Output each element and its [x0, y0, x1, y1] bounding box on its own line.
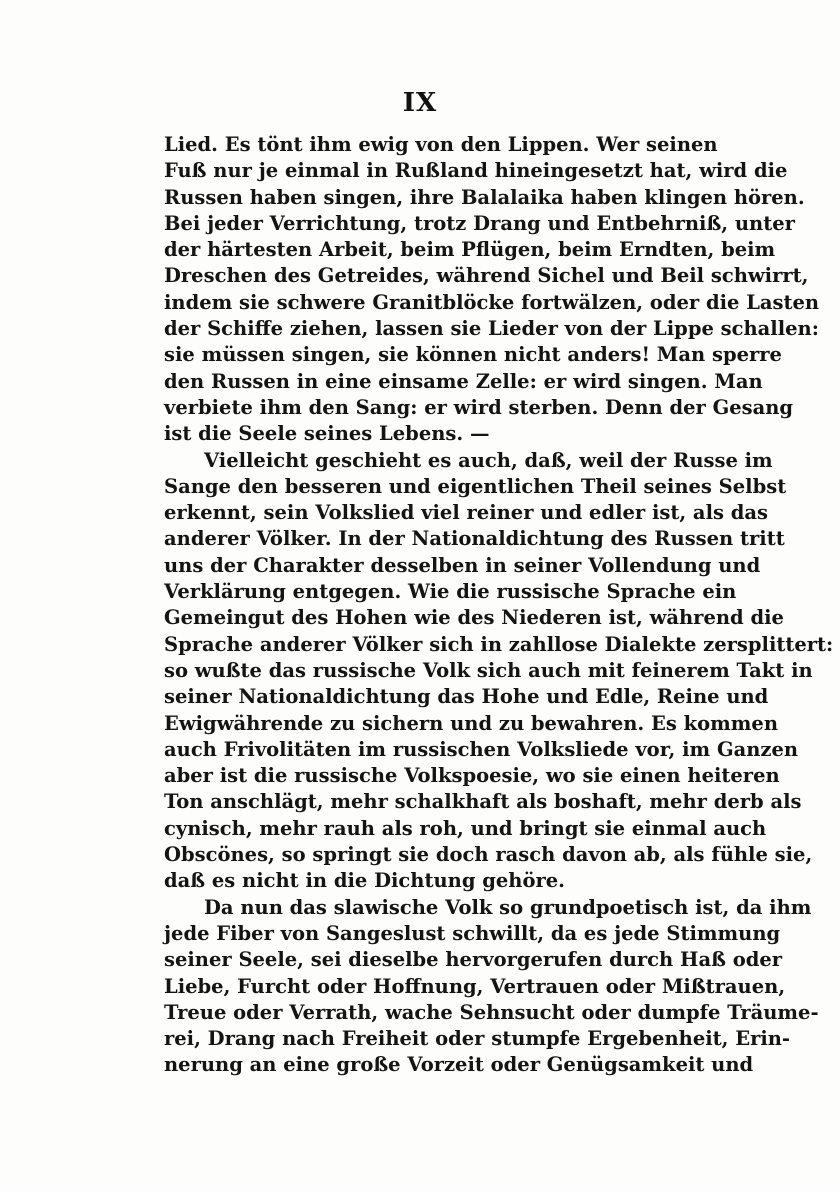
text-line: Sprache anderer Völker sich in zahllose Dialekte zersplittert: [164, 632, 834, 656]
text-line: daß es nicht in die Dichtung gehöre. [164, 869, 565, 893]
text-line: den Russen in eine einsame Zelle: er wird singen. Man [164, 369, 763, 393]
text-line: jede Fiber von Sangeslust schwillt, da es jede Stimmung [164, 921, 781, 945]
text-line: der Schiffe ziehen, lassen sie Lieder von der Lippe schallen: [164, 317, 819, 341]
text-line: Sange den besseren und eigentlichen Theil seines Selbst [164, 474, 787, 498]
text-line: Gemeingut des Hohen wie des Niederen ist, während die [164, 606, 784, 630]
text-line: Da nun das slawische Volk so grundpoetisch ist, da ihm [204, 895, 812, 919]
paragraph [164, 448, 834, 895]
text-line: Ton anschlägt, mehr schalkhaft als boshaft, mehr derb als [164, 790, 802, 814]
text-line: Vielleicht geschieht es auch, daß, weil der Russe im [204, 448, 773, 472]
text-line: Obscönes, so springt sie doch rasch davon ab, als fühle sie, [164, 843, 813, 867]
text-line: Fuß nur je einmal in Rußland hineingesetzt hat, wird die [164, 159, 788, 183]
paragraph [164, 132, 820, 448]
text-line: Verklärung entgegen. Wie die russische Sprache ein [164, 580, 737, 604]
text-line: Bei jeder Verrichtung, trotz Drang und Entbehrniß, unter [164, 211, 795, 235]
text-line: aber ist die russische Volkspoesie, wo sie einen heiteren [164, 764, 780, 788]
text-line: verbiete ihm den Sang: er wird sterben. Denn der Gesang [164, 395, 794, 419]
text-line: nerung an eine große Vorzeit oder Genügsamkeit und [164, 1053, 754, 1077]
text-line: anderer Völker. In der Nationaldichtung des Russen tritt [164, 527, 785, 551]
text-line: erkennt, sein Volkslied viel reiner und edler ist, als das [164, 501, 768, 525]
text-line: Liebe, Furcht oder Hoffnung, Vertrauen oder Mißtrauen, [164, 974, 786, 998]
text-line: sie müssen singen, sie können nicht anders! Man sperre [164, 343, 782, 367]
text-line: cynisch, mehr rauh als roh, und bringt sie einmal auch [164, 816, 767, 840]
page-number: IX [402, 88, 438, 118]
body-text [164, 132, 834, 1079]
text-line: der härtesten Arbeit, beim Pflügen, beim Erndten, beim [164, 238, 776, 262]
text-line: Ewigwährende zu sichern und zu bewahren. Es kommen [164, 711, 778, 735]
text-line: ist die Seele seines Lebens. — [164, 422, 490, 446]
text-line: Russen haben singen, ihre Balalaika haben klingen hören. [164, 185, 805, 209]
text-line: uns der Charakter desselben in seiner Vollendung und [164, 553, 761, 577]
text-line: rei, Drang nach Freiheit oder stumpfe Ergebenheit, Erin- [164, 1027, 791, 1051]
text-line: Treue oder Verrath, wache Sehnsucht oder dumpfe Träume- [164, 1000, 819, 1024]
text-line: Dreschen des Getreides, während Sichel und Beil schwirrt, [164, 264, 809, 288]
text-line: auch Frivolitäten im russischen Volksliede vor, im Ganzen [164, 737, 799, 761]
text-line: Lied. Es tönt ihm ewig von den Lippen. Wer seinen [164, 133, 718, 156]
text-line: so wußte das russische Volk sich auch mit feinerem Takt in [164, 658, 813, 682]
text-line: seiner Seele, sei dieselbe hervorgerufen durch Haß oder [164, 948, 783, 972]
paragraph [164, 895, 819, 1079]
text-line: indem sie schwere Granitblöcke fortwälzen, oder die Lasten [164, 290, 820, 314]
text-line: seiner Nationaldichtung das Hohe und Edle, Reine und [164, 685, 769, 709]
